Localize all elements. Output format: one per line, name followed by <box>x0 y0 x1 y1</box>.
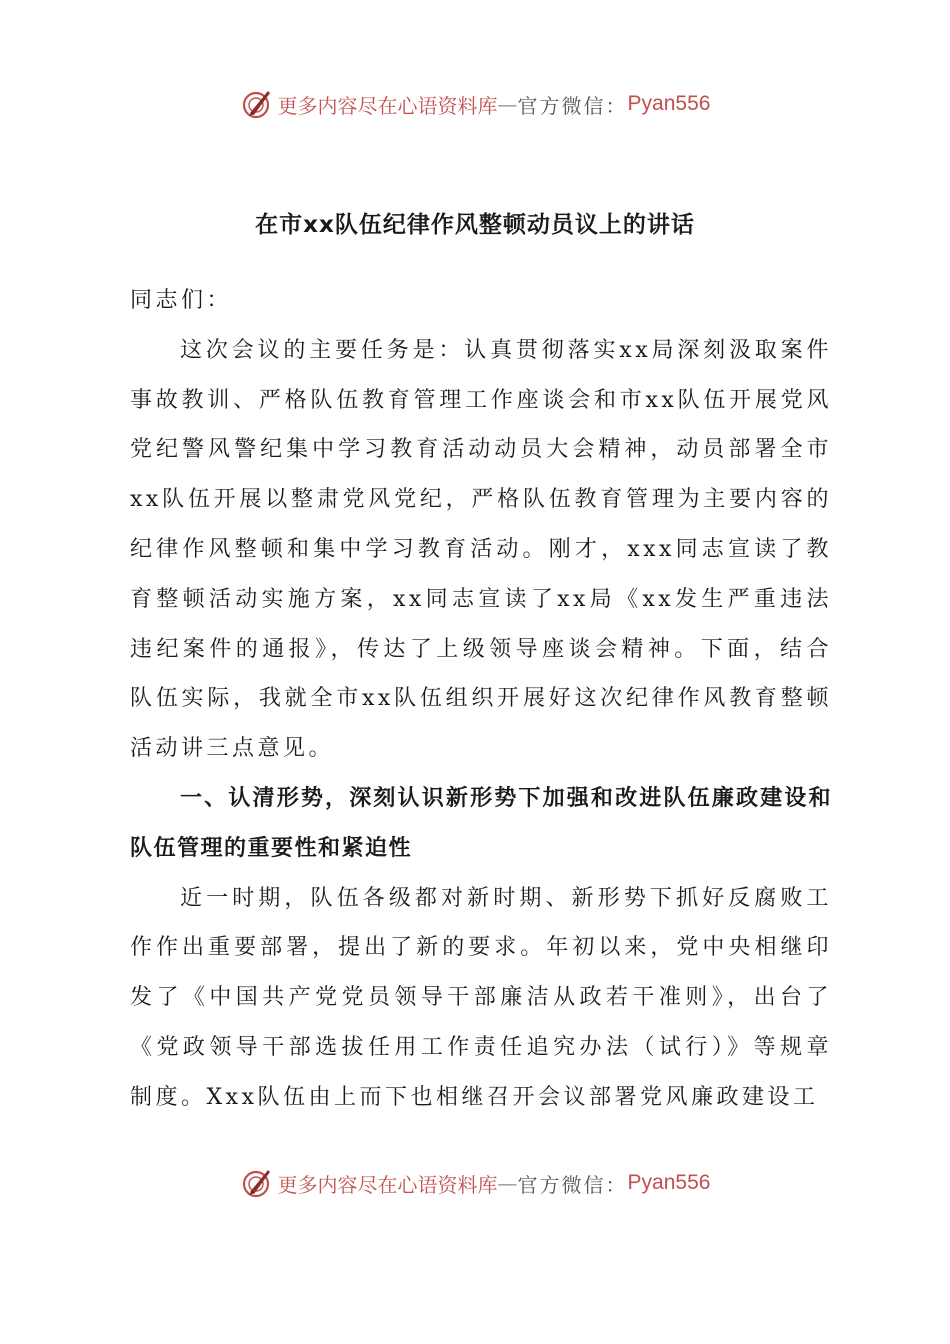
banner-wechat-label: 官方微信： <box>517 93 628 118</box>
document-body <box>130 276 832 1123</box>
footer-banner <box>0 1163 950 1203</box>
quill-pen-seal-icon <box>240 87 274 121</box>
footer-wechat-label: 官方微信： <box>517 1172 628 1197</box>
paragraph-1: 这次会议的主要任务是：认真贯彻落实xx局深刻汲取案件事故教训、严格队伍教育管理工作座谈会和市xx队伍开展党风党纪警风警纪集中学习教育活动动员大会精神，动员部署全市xx队伍开展以整肃党风党纪，严格队伍教育管理为主要内容的纪律作风整顿和集中学习教育活动。刚才，xxx同志宣读了教育整顿活动实施方案，xx同志宣读了xx局《xx发生严重违法违纪案件的通报》，传达了上级领导座谈会精神。下面，结合队伍实际，我就全市xx队伍组织开展好这次纪律作风教育整顿活动讲三点意见。 <box>130 337 832 762</box>
footer-lead-text: 更多内容尽在心语资料库 <box>277 1172 498 1197</box>
banner-lead-text: 更多内容尽在心语资料库 <box>277 93 498 118</box>
header-banner <box>0 84 950 124</box>
paragraph-2: 近一时期，队伍各级都对新时期、新形势下抓好反腐败工作作出重要部署，提出了新的要求。年初以来，党中央相继印发了《中国共产党党员领导干部廉洁从政若干准则》，出台了《党政领导干部选拔任用工作责任追究办法（试行）》等规章制度。Xxx队伍由上而下也相继召开会议部署党风廉政建设工 <box>130 885 832 1110</box>
footer-wechat-id: Pyan556 <box>627 1171 711 1194</box>
quill-pen-seal-icon <box>240 1166 274 1200</box>
banner-dash: — <box>497 92 518 116</box>
section-heading-1: 一、认清形势，深刻认识新形势下加强和改进队伍廉政建设和队伍管理的重要性和紧迫性 <box>130 785 832 861</box>
footer-dash: — <box>497 1171 518 1195</box>
salutation: 同志们： <box>130 288 233 313</box>
banner-wechat-id: Pyan556 <box>627 92 711 115</box>
document-title: 在市xx队伍纪律作风整顿动员议上的讲话 <box>255 212 695 238</box>
